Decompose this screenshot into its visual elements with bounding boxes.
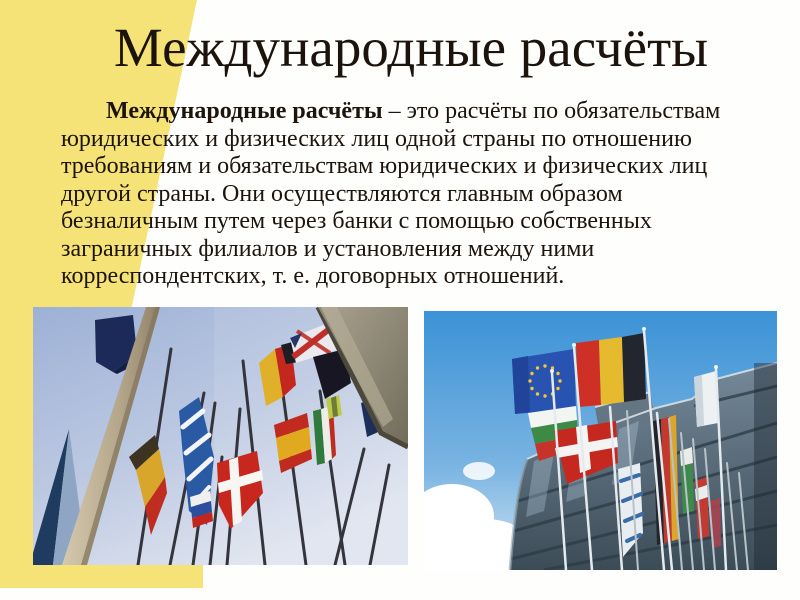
definition-lead: Международные расчёты: [106, 98, 383, 124]
definition-paragraph: [61, 98, 761, 291]
definition-rest: – это расчёты по обязательствам юридических и физических лиц одной страны по отношению требованиям и обязательствам юридических и физических лиц другой страны. Они осуществляются главным образом безналичным путем через банки с помощью собственных заграничных филиалов и установления между ними корреспондентских, т. е. договорных отношений.: [61, 98, 721, 289]
slide-title: Международные расчёты: [113, 17, 709, 78]
eu-parliament-illustration: [424, 311, 777, 570]
photo-flags-low-angle: [33, 307, 408, 565]
flags-low-angle-illustration: [33, 307, 408, 565]
photo-eu-parliament: [424, 311, 777, 570]
